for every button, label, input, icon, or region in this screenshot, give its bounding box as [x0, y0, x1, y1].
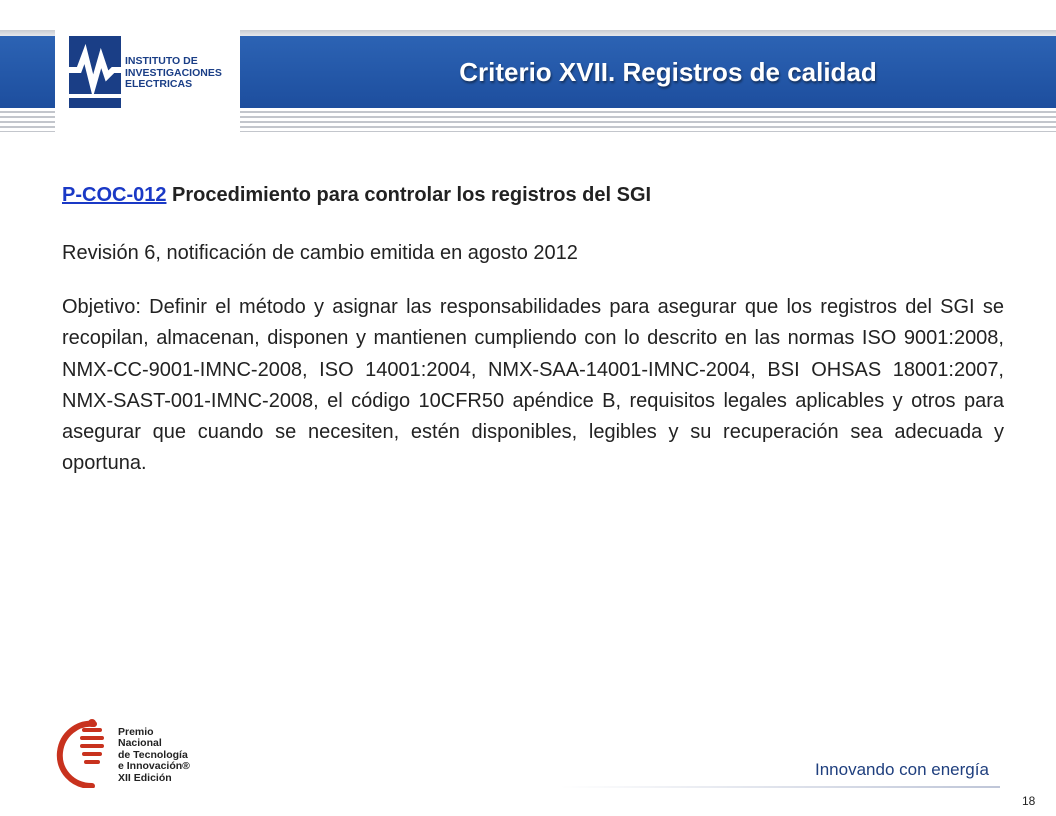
- slide-content: [62, 182, 1004, 480]
- tagline: Innovando con energía: [815, 760, 989, 779]
- award-line-4: e Innovación®: [118, 760, 190, 773]
- revision-text: Revisión 6, notificación de cambio emitida en agosto 2012: [62, 242, 578, 264]
- award-line-1: Premio: [118, 726, 154, 738]
- iie-logo-text: [125, 56, 237, 91]
- slide-title-wrap: [240, 36, 1056, 108]
- objective-text: Objetivo: Definir el método y asignar las responsabilidades para asegurar que los registros del SGI se recopilan, almacenan, disponen y mantienen cumpliendo con lo descrito en las normas ISO 9001:2008, NMX-CC-9001-IMNC-2008, ISO 14001:2004, NMX-SAA-14001-IMNC-2004, BSI OHSAS 18001:2007, NMX-SAST-001-IMNC-2008, el código 10CFR50 apéndice B, requisitos legales aplicables y otros para asegurar que cuando se necesiten, estén disponibles, legibles y su recuperación sea adecuada y oportuna.: [62, 296, 1004, 475]
- footer-divider: [560, 786, 1000, 788]
- page-number: 18: [1022, 794, 1036, 808]
- award-line-2: Nacional: [118, 737, 162, 750]
- award-text: [118, 727, 190, 784]
- logo-line-2: INVESTIGACIONES: [125, 66, 222, 79]
- logo-line-3: ELECTRICAS: [125, 78, 193, 90]
- award-logo-icon: [54, 716, 116, 788]
- logo-line-1: INSTITUTO DE: [125, 55, 198, 67]
- slide-title: Criterio XVII. Registros de calidad: [459, 56, 877, 87]
- iie-logo-box: [55, 20, 240, 132]
- procedure-heading: [62, 182, 1004, 208]
- procedure-title: Procedimiento para controlar los registros del SGI: [166, 184, 652, 206]
- procedure-code-link[interactable]: P-COC-012: [62, 184, 167, 206]
- award-line-3: de Tecnología: [118, 748, 188, 761]
- iie-logo-icon: [69, 36, 125, 108]
- award-line-5: XII Edición: [118, 771, 172, 784]
